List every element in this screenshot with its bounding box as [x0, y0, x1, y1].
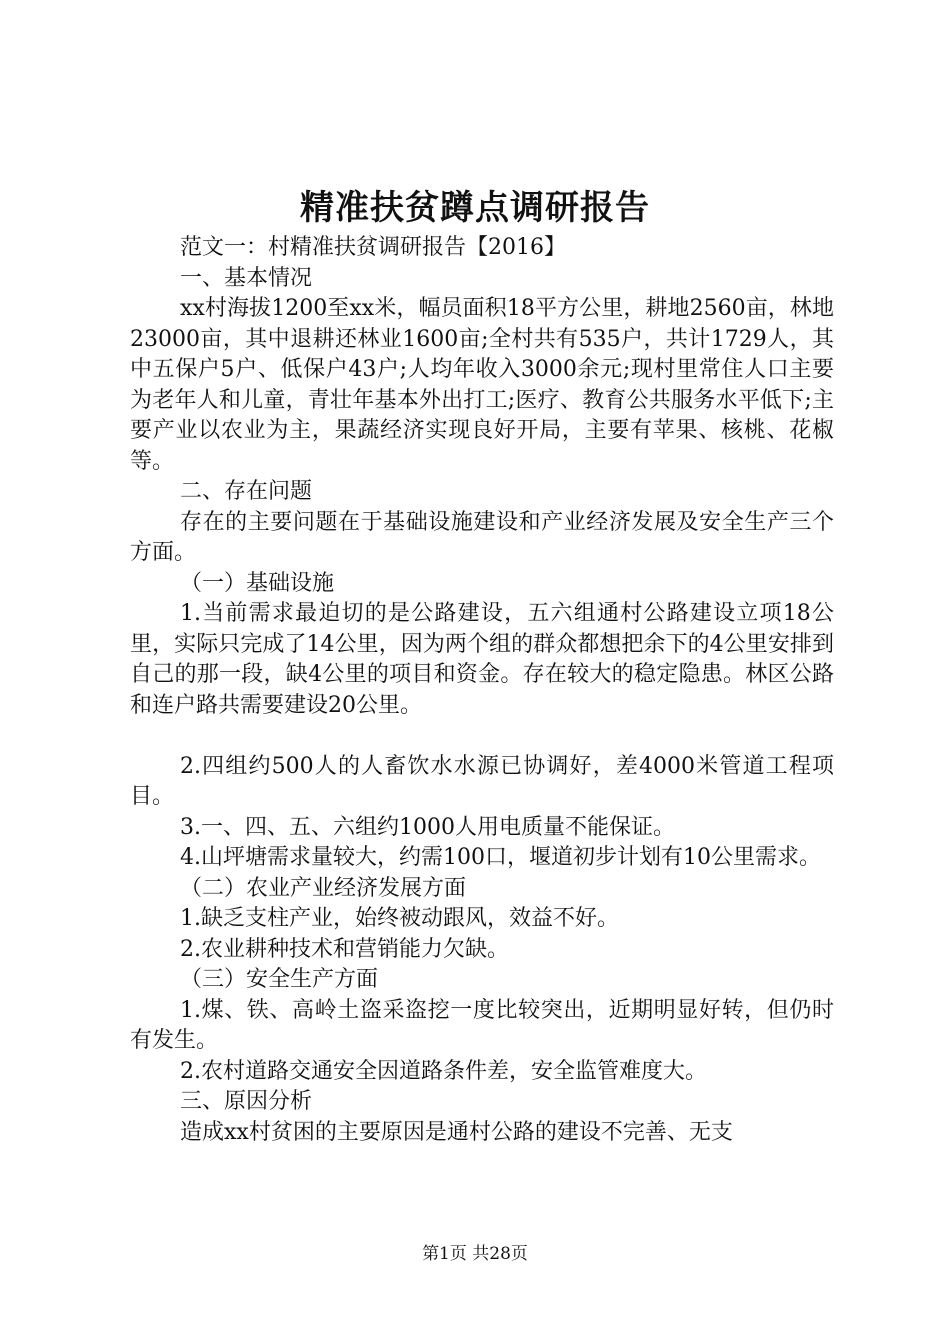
- paragraph-basic-info: xx村海拔1200至xx米，幅员面积18平方公里，耕地2560亩，林地23000亩，其中退耕还林业1600亩;全村共有535户，共计1729人，其中五保户5户、低保户43户;人均年收入3000余元;现村里常住人口主要为老年人和儿童，青壮年基本外出打工;医疗、教育公共服务水平低下;主要产业以农业为主，果蔬经济实现良好开局，主要有苹果、核桃、花椒等。: [130, 296, 834, 474]
- paragraph-causes: 造成xx村贫困的主要原因是通村公路的建设不完善、无支: [180, 1119, 733, 1145]
- subheading-safety: （三）安全生产方面: [180, 967, 379, 992]
- document-title: 精准扶贫蹲点调研报告: [300, 188, 650, 228]
- paragraph-intro: 范文一：村精准扶贫调研报告【2016】: [180, 235, 566, 260]
- paragraph-safety-2: 2.农村道路交通安全因道路条件差，安全监管难度大。: [180, 1058, 707, 1084]
- paragraph-infrastructure-4: 4.山坪塘需求量较大，约需100口，堰道初步计划有10公里需求。: [180, 845, 821, 870]
- paragraph-safety-1: 1.煤、铁、高岭土盗采盗挖一度比较突出，近期明显好转，但仍时有发生。: [130, 997, 834, 1053]
- subheading-infrastructure: （一）基础设施: [180, 570, 335, 596]
- page-footer: 第1页 共28页: [422, 1244, 528, 1264]
- paragraph-infrastructure-1: 1.当前需求最迫切的是公路建设，五六组通村公路建设立项18公里，实际只完成了14公里，因为两个组的群众都想把余下的4公里安排到自己的那一段，缺4公里的项目和资金。存在较大的稳定隐患。林区公路和连户路共需要建设20公里。: [130, 601, 834, 718]
- paragraph-infrastructure-2: 2.四组约500人的人畜饮水水源已协调好，差4000米管道工程项目。: [130, 753, 834, 809]
- heading-problems: 二、存在问题: [180, 479, 313, 504]
- blank-line: [130, 721, 834, 752]
- heading-causes: 三、原因分析: [180, 1089, 313, 1114]
- paragraph-agriculture-2: 2.农业耕种技术和营销能力欠缺。: [180, 936, 509, 962]
- paragraph-infrastructure-3: 3.一、四、五、六组约1000人用电质量不能保证。: [180, 814, 675, 840]
- heading-basic-info: 一、基本情况: [180, 265, 313, 291]
- subheading-agriculture: （二）农业产业经济发展方面: [180, 875, 467, 901]
- document-body: [130, 233, 834, 1148]
- paragraph-agriculture-1: 1.缺乏支柱产业，始终被动跟风，效益不好。: [180, 906, 619, 931]
- paragraph-problems: 存在的主要问题在于基础设施建设和产业经济发展及安全生产三个方面。: [130, 509, 834, 565]
